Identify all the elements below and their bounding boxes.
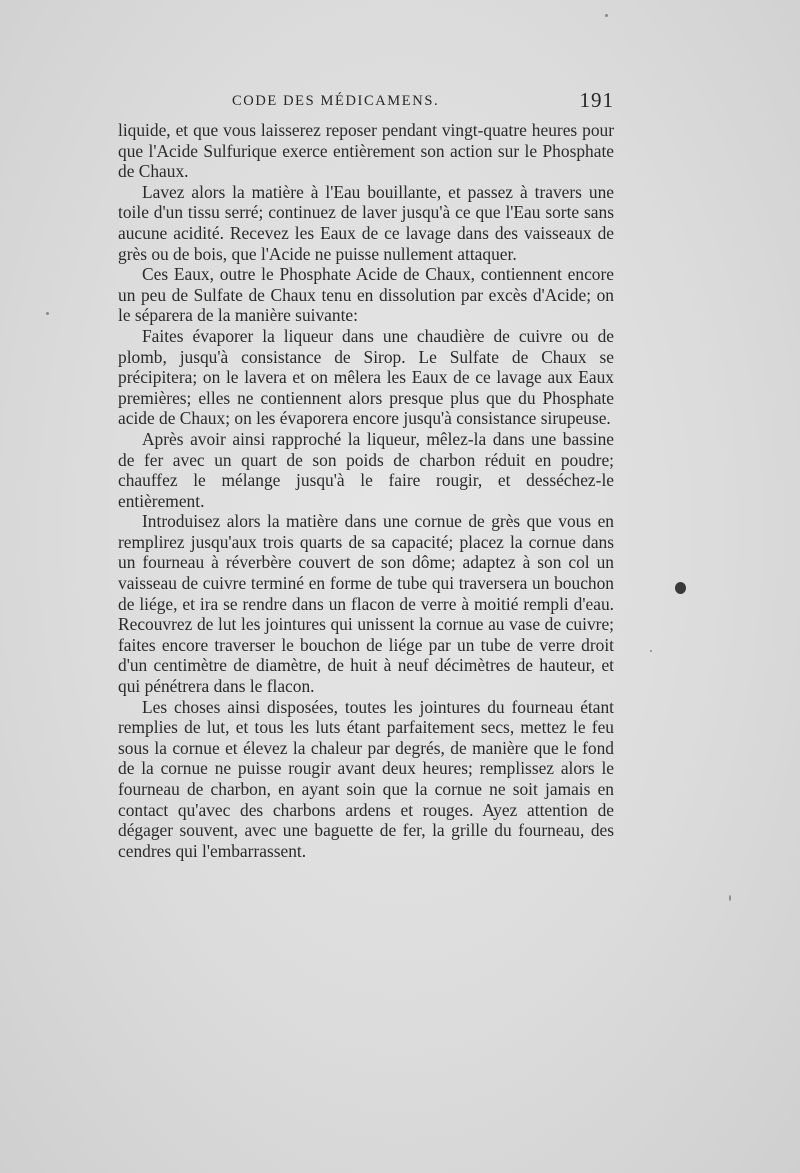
page-number: 191 bbox=[579, 88, 614, 112]
ink-blot bbox=[675, 582, 686, 594]
paper-speck bbox=[46, 312, 49, 315]
paper-speck bbox=[650, 650, 652, 652]
paragraph: Lavez alors la matière à l'Eau bouillante, et passez à travers une toile d'un tissu serré; continuez de laver jusqu'à ce que l'Eau sorte sans aucune acidité. Recevez les Eaux de ce lavage dans des vaisseaux de grès ou de bois, que l'Acide ne puisse nullement attaquer. bbox=[118, 181, 614, 264]
running-title: CODE DES MÉDICAMENS. bbox=[232, 93, 440, 109]
body-text bbox=[118, 120, 614, 861]
paragraph: Ces Eaux, outre le Phosphate Acide de Chaux, contiennent encore un peu de Sulfate de Chaux tenu en dissolution par excès d'Acide; on le séparera de la manière suivante: bbox=[118, 264, 614, 326]
paragraph: Introduisez alors la matière dans une cornue de grès que vous en remplirez jusqu'aux trois quarts de sa capacité; placez la cornue dans un fourneau à réverbère couvert de son dôme; adaptez à son col un vaisseau de cuivre terminé en forme de tube qui traversera un bouchon de liége, et ira se rendre dans un flacon de verre à moitié rempli d'eau. Recouvrez de lut les jointures qui unissent la cornue au vase de cuivre; faites encore traverser le bouchon de liége par un tube de verre droit d'un centimètre de diamètre, de huit à neuf décimètres de hauteur, et qui pénétrera dans le flacon. bbox=[118, 511, 614, 697]
paragraph: Après avoir ainsi rapproché la liqueur, mêlez-la dans une bassine de fer avec un quart de son poids de charbon réduit en poudre; chauffez le mélange jusqu'à le faire rougir, et desséchez-le entièrement. bbox=[118, 428, 614, 511]
paper-speck bbox=[605, 14, 608, 17]
page-header bbox=[120, 88, 614, 120]
paragraph: Les choses ainsi disposées, toutes les jointures du fourneau étant remplies de lut, et tous les luts étant parfaitement secs, mettez le feu sous la cornue et élevez la chaleur par degrés, de manière que le fond de la cornue ne puisse rougir avant deux heures; remplissez alors le fourneau de charbon, en ayant soin que la cornue ne soit jamais en contact qu'avec des charbons ardens et rouges. Ayez attention de dégager souvent, avec une baguette de fer, la grille du fourneau, des cendres qui l'embarrassent. bbox=[118, 696, 614, 861]
paragraph: Faites évaporer la liqueur dans une chaudière de cuivre ou de plomb, jusqu'à consistance de Sirop. Le Sulfate de Chaux se précipitera; on le lavera et on mêlera les Eaux de ce lavage aux Eaux premières; elles ne contiennent alors presque plus que du Phosphate acide de Chaux; on les évaporera encore jusqu'à consistance sirupeuse. bbox=[118, 325, 614, 429]
paragraph: liquide, et que vous laisserez reposer pendant vingt-quatre heures pour que l'Acide Sulfurique exerce entièrement son action sur le Phosphate de Chaux. bbox=[118, 120, 614, 182]
paper-speck bbox=[729, 895, 731, 901]
